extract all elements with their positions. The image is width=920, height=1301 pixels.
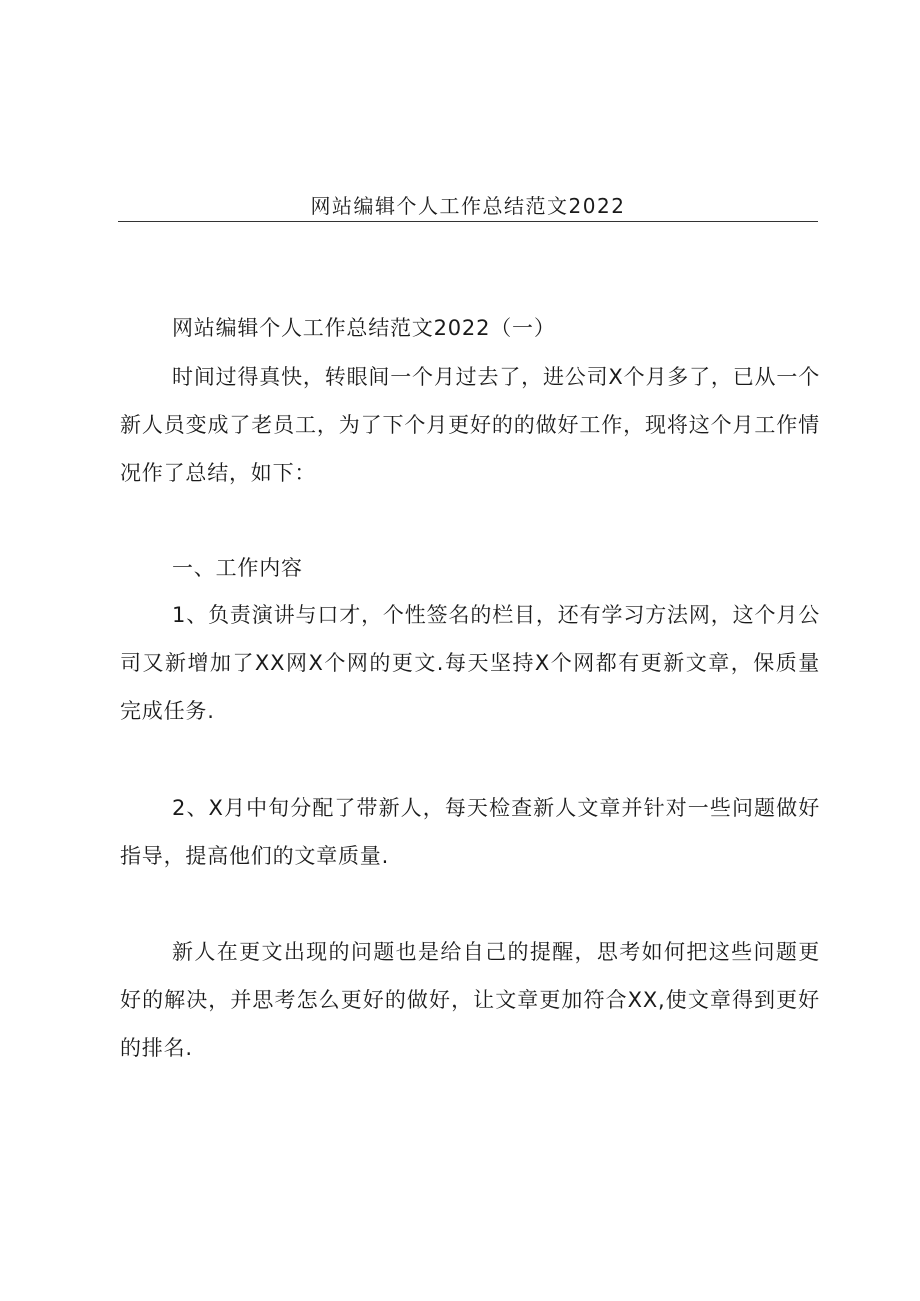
- page-header-title: 网站编辑个人工作总结范文2022: [310, 194, 626, 218]
- work-item-1: 1、负责演讲与口才，个性签名的栏目，还有学习方法网，这个月公司又新增加了XX网X个网的更文.每天坚持X个网都有更新文章，保质量完成任务.: [120, 603, 820, 723]
- header-divider: [118, 221, 818, 222]
- section-title: 一、工作内容: [172, 556, 303, 580]
- work-item-2: 2、X月中旬分配了带新人，每天检查新人文章并针对一些问题做好指导，提高他们的文章质量.: [120, 796, 820, 868]
- article-heading: 网站编辑个人工作总结范文2022（一）: [172, 316, 556, 340]
- intro-paragraph: 时间过得真快，转眼间一个月过去了，进公司X个月多了，已从一个新人员变成了老员工，为了下个月更好的的做好工作，现将这个月工作情况作了总结，如下：: [120, 365, 820, 485]
- reflection-paragraph: 新人在更文出现的问题也是给自己的提醒，思考如何把这些问题更好的解决，并思考怎么更好的做好，让文章更加符合XX,使文章得到更好的排名.: [120, 940, 820, 1060]
